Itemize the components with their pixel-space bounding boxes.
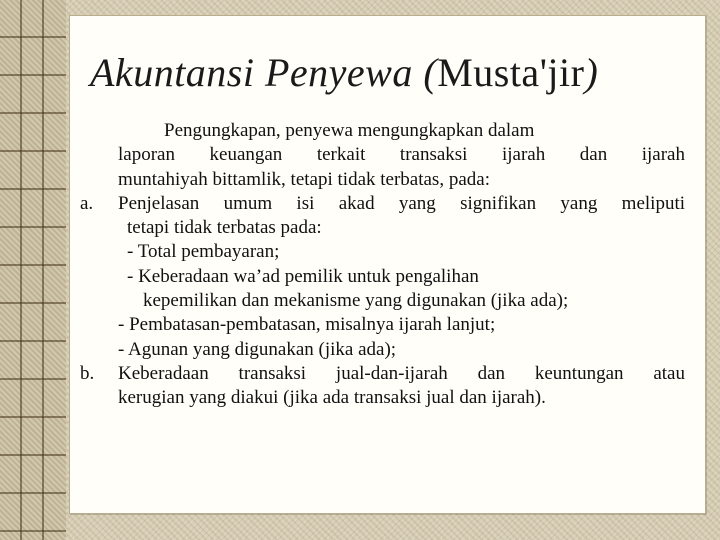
intro-line: muntahiyah bittamlik, tetapi tidak terbatas, pada: [118,168,490,190]
list-item-a-first-line [80,192,685,216]
item-b-line: Keberadaan transaksi jual-dan-ijarah dan keuntungan atau [118,362,685,384]
list-marker-a: a. [80,192,94,214]
slide-title [90,49,598,96]
item-a-line: - Total pembayaran; [127,241,280,263]
item-b-line: kerugian yang diakui (jika ada transaksi jual dan ijarah). [118,387,546,409]
list-item-b-first-line [80,362,685,386]
item-a-line: kepemilikan dan mekanisme yang digunakan (jika ada); [143,290,569,312]
intro-line: laporan keuangan terkait transaksi ijarah dan ijarah [118,144,685,166]
slide-panel [69,15,706,514]
title-italic-end: ) [584,50,599,95]
item-a-line: Penjelasan umum isi akad yang signifikan yang meliputi [118,192,685,214]
slide-body [80,119,685,411]
item-a-line: - Agunan yang digunakan (jika ada); [118,338,397,360]
item-a-line: tetapi tidak terbatas pada: [127,217,322,239]
list-marker-b: b. [80,362,95,384]
item-a-line: - Pembatasan-pembatasan, misalnya ijarah lanjut; [118,314,496,336]
decorative-side-strip [0,0,66,540]
intro-line: Pengungkapan, penyewa mengungkapkan dalam [164,120,535,141]
title-italic-start: Akuntansi Penyewa ( [90,50,438,95]
item-a-line: - Keberadaan wa’ad pemilik untuk pengalihan [127,265,479,287]
title-plain: Musta'jir [437,50,585,95]
